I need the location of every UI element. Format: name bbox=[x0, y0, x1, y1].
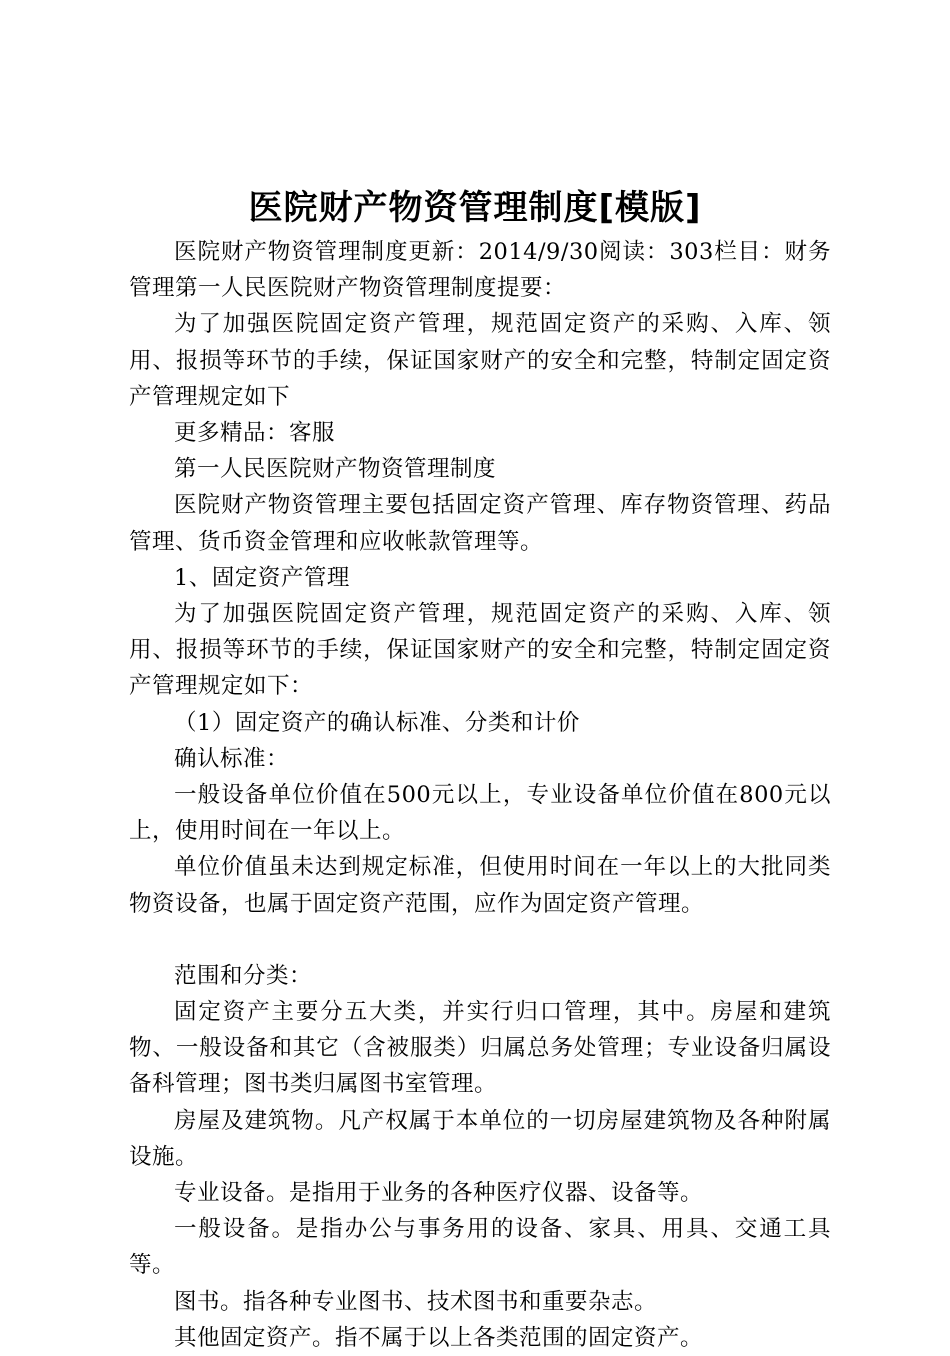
document-title: 医院财产物资管理制度[模版] bbox=[248, 188, 702, 228]
paragraph-heading-main: 第一人民医院财产物资管理制度 bbox=[174, 456, 497, 483]
paragraph-intro: 医院财产物资管理主要包括固定资产管理、库存物资管理、药品管理、货币资金管理和应收帐款管理等。 bbox=[129, 492, 831, 555]
section-heading-fixed-assets: 1、固定资产管理 bbox=[174, 564, 350, 591]
paragraph-meta: 医院财产物资管理制度更新：2014/9/30阅读：303栏目：财务管理第一人民医院财产物资管理制度提要： bbox=[129, 239, 831, 302]
paragraph-purpose: 为了加强医院固定资产管理，规范固定资产的采购、入库、领用、报损等环节的手续，保证国家财产的安全和完整，特制定固定资产管理规定如下： bbox=[129, 601, 831, 700]
paragraph-criteria-bulk: 单位价值虽未达到规定标准，但使用时间在一年以上的大批同类物资设备，也属于固定资产范围，应作为固定资产管理。 bbox=[129, 854, 831, 917]
paragraph-books: 图书。指各种专业图书、技术图书和重要杂志。 bbox=[174, 1288, 658, 1315]
paragraph-label-scope: 范围和分类： bbox=[174, 962, 313, 989]
paragraph-summary: 为了加强医院固定资产管理，规范固定资产的采购、入库、领用、报损等环节的手续，保证国家财产的安全和完整，特制定固定资产管理规定如下 bbox=[129, 311, 831, 410]
paragraph-special-equipment: 专业设备。是指用于业务的各种医疗仪器、设备等。 bbox=[174, 1180, 704, 1207]
paragraph-criteria-value: 一般设备单位价值在500元以上，专业设备单位价值在800元以上，使用时间在一年以上。 bbox=[129, 782, 831, 845]
document-body bbox=[129, 234, 831, 1356]
paragraph-categories: 固定资产主要分五大类，并实行归口管理，其中。房屋和建筑物、一般设备和其它（含被服类）归属总务处管理；专业设备归属设备科管理；图书类归属图书室管理。 bbox=[129, 999, 831, 1098]
paragraph-buildings: 房屋及建筑物。凡产权属于本单位的一切房屋建筑物及各种附属设施。 bbox=[129, 1107, 831, 1170]
paragraph-other-assets: 其他固定资产。指不属于以上各类范围的固定资产。 bbox=[174, 1324, 704, 1351]
paragraph-more: 更多精品：客服 bbox=[174, 420, 336, 447]
subsection-heading-standards: （1）固定资产的确认标准、分类和计价 bbox=[174, 709, 580, 736]
paragraph-general-equipment: 一般设备。是指办公与事务用的设备、家具、用具、交通工具等。 bbox=[129, 1216, 831, 1279]
paragraph-label-criteria: 确认标准： bbox=[174, 745, 290, 772]
